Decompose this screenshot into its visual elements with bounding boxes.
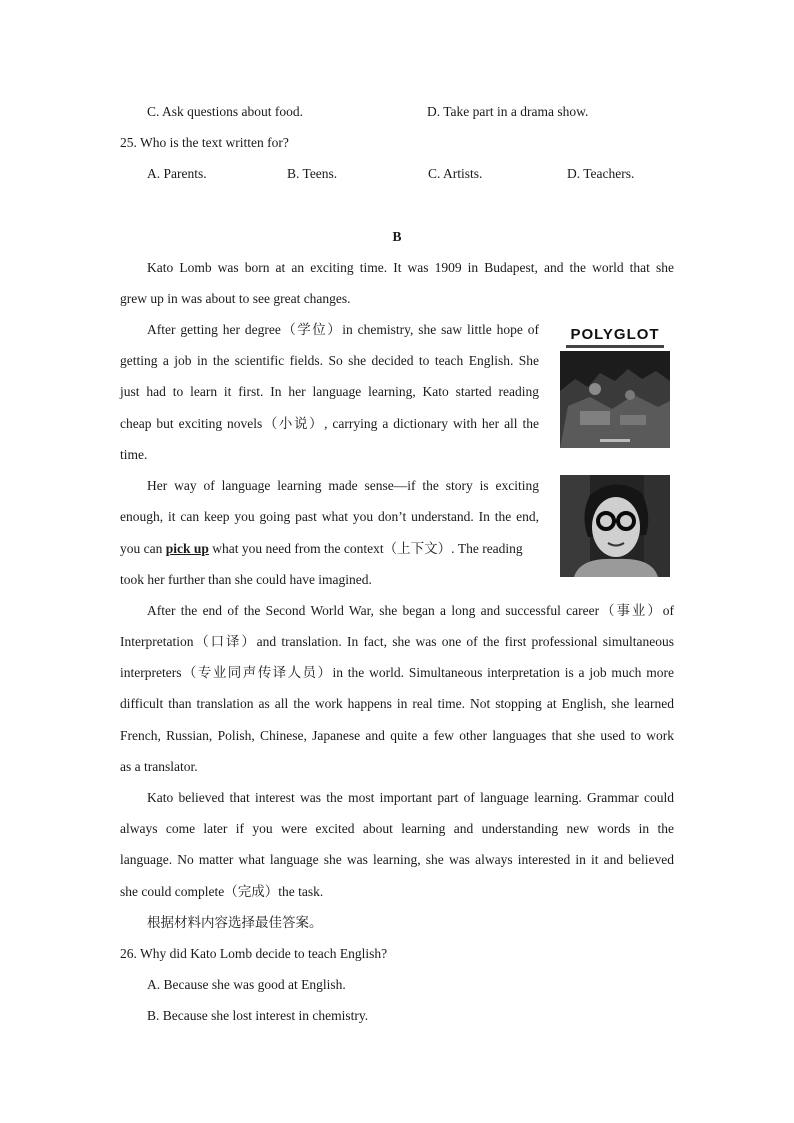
book-cover-art: [560, 351, 670, 448]
book-cover-image: [560, 326, 670, 448]
q25-option-d: D. Teachers.: [567, 166, 635, 181]
passage-line: getting a job in the scientific fields. So she decided to teach English. She: [120, 353, 539, 368]
passage-line-pick-up: [120, 540, 523, 558]
instruction-text: 根据材料内容选择最佳答案。: [147, 915, 323, 930]
passage-line: Interpretation（口译）and translation. In fact, she was one of the first professional simultaneous: [120, 634, 674, 649]
passage-line: always come later if you were excited about learning and understanding new words in the: [120, 821, 674, 836]
passage-line: grew up in was about to see great changes.: [120, 291, 351, 306]
book-cover-title: POLYGLOT: [570, 326, 660, 343]
passage-line: Her way of language learning made sense—if the story is exciting: [147, 478, 539, 493]
section-heading: B: [392, 229, 402, 244]
passage-line: enough, it can keep you going past what you don’t understand. In the end,: [120, 509, 539, 524]
passage-line: After getting her degree（学位）in chemistry, she saw little hope of: [147, 322, 539, 337]
key-phrase-pick-up: pick up: [165, 541, 209, 556]
passage-line: as a translator.: [120, 759, 198, 774]
book-cover-subtitle-bar: [566, 345, 664, 348]
passage-line: difficult than translation as all the work happens in real time. Not stopping at English, she learned: [120, 696, 674, 711]
passage-line: French, Russian, Polish, Chinese, Japanese and quite a few other languages that she used to work: [120, 728, 674, 743]
q25-question: 25. Who is the text written for?: [120, 135, 289, 150]
passage-line: she could complete（完成）the task.: [120, 884, 324, 899]
passage-line: took her further than she could have imagined.: [120, 572, 372, 587]
portrait-art: [560, 475, 670, 577]
q25-option-c: C. Artists.: [428, 166, 483, 181]
passage-line: Kato Lomb was born at an exciting time. It was 1909 in Budapest, and the world that she: [147, 260, 674, 275]
passage-line: just had to learn it first. In her language learning, Kato started reading: [120, 384, 539, 399]
q26-question: 26. Why did Kato Lomb decide to teach English?: [120, 946, 388, 961]
passage-line: cheap but exciting novels（小说）, carrying a dictionary with her all the: [120, 416, 539, 431]
portrait-image: [560, 475, 670, 577]
passage-line: time.: [120, 447, 148, 462]
q26-option-b: B. Because she lost interest in chemistry.: [147, 1008, 369, 1023]
q24-option-d: D. Take part in a drama show.: [427, 104, 589, 119]
passage-text: you can: [120, 541, 166, 556]
passage-text: what you need from the context（上下文）. The reading: [208, 541, 523, 556]
q26-option-a: A. Because she was good at English.: [147, 977, 346, 992]
q24-option-c: C. Ask questions about food.: [147, 104, 304, 119]
q25-option-b: B. Teens.: [287, 166, 338, 181]
q25-option-a: A. Parents.: [147, 166, 207, 181]
passage-line: After the end of the Second World War, she began a long and successful career（事业）of: [147, 603, 674, 618]
passage-line: language. No matter what language she was learning, she was always interested in it and believed: [120, 852, 674, 867]
passage-line: interpreters（专业同声传译人员）in the world. Simultaneous interpretation is a job much more: [120, 665, 674, 680]
passage-line: Kato believed that interest was the most important part of language learning. Grammar could: [147, 790, 674, 805]
